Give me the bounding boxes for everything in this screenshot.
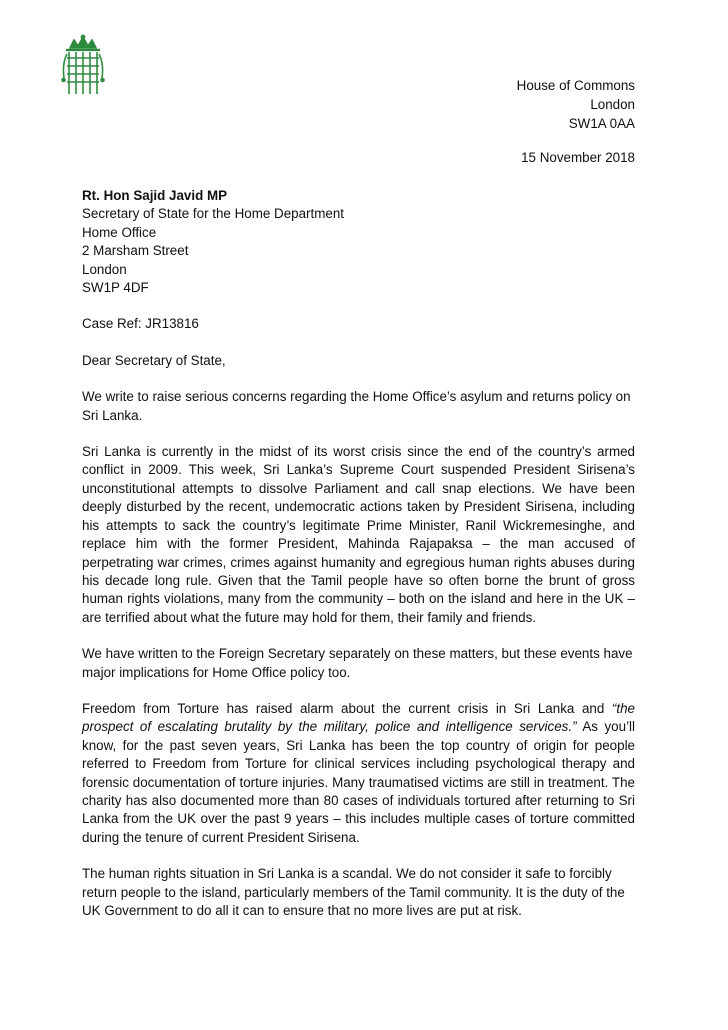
paragraph: We write to raise serious concerns regarding the Home Office’s asylum and returns policy on Sri Lanka. [82,389,631,423]
paragraph-text: As you’ll know, for the past seven years, Sri Lanka has been the top country of origin for people referred to Freedom from Torture for clinical services including psychological therapy and forensic documentation of torture injuries. Many traumatised victims are still in treatment. The charity has also documented more than 80 cases of individuals tortured after returning to Sri Lanka from the UK over the past 9 years – this includes multiple cases of torture committed during the tenure of current President Sirisena. [82,719,635,845]
paragraph: Sri Lanka is currently in the midst of its worst crisis since the end of the country’s armed conflict in 2009. This week, Sri Lanka’s Supreme Court suspended President Sirisena’s unconstitutional attempts to dissolve Parliament and call snap elections. We have been deeply disturbed by the recent, undemocratic actions taken by President Sirisena, including his attempts to sack the country’s legitimate Prime Minister, Ranil Wickremesinghe, and replace him with the former President, Mahinda Rajapaksa – the man accused of perpetrating war crimes, crimes against humanity and egregious human rights abuses during his decade long rule. Given that the Tamil people have so often borne the brunt of gross human rights violations, many from the community – both on the island and here in the UK – are terrified about what the future may hold for them, their family and friends. [82,444,635,625]
sender-address [517,76,635,133]
recipient-line: Secretary of State for the Home Department [82,206,344,222]
letter-date: 15 November 2018 [521,150,635,165]
salutation: Dear Secretary of State, [82,352,226,368]
paragraph: The human rights situation in Sri Lanka is a scandal. We do not consider it safe to forcibly return people to the island, particularly members of the Tamil community. It is the duty of the UK Government to do all it can to ensure that no more lives are put at risk. [82,866,625,918]
recipient-line: 2 Marsham Street [82,243,189,259]
case-reference: Case Ref: JR13816 [82,316,199,332]
portcullis-crest-icon [60,34,106,100]
paragraph-text: Freedom from Torture has raised alarm about the current crisis in Sri Lanka and [82,700,612,716]
recipient-line: Home Office [82,224,157,240]
quote: “the prospect of escalating brutality by the military, police and intelligence services.” [82,700,635,735]
recipient-block [82,187,635,297]
sender-address-line: House of Commons [516,78,635,93]
letter-body [82,187,635,938]
paragraph [82,700,635,847]
recipient-name: Rt. Hon Sajid Javid MP [82,188,228,203]
recipient-line: London [82,261,127,277]
sender-address-line: London [590,97,635,112]
sender-address-line: SW1A 0AA [568,116,635,131]
paragraph: We have written to the Foreign Secretary separately on these matters, but these events have major implications for Home Office policy too. [82,646,633,680]
recipient-line: SW1P 4DF [82,280,149,296]
